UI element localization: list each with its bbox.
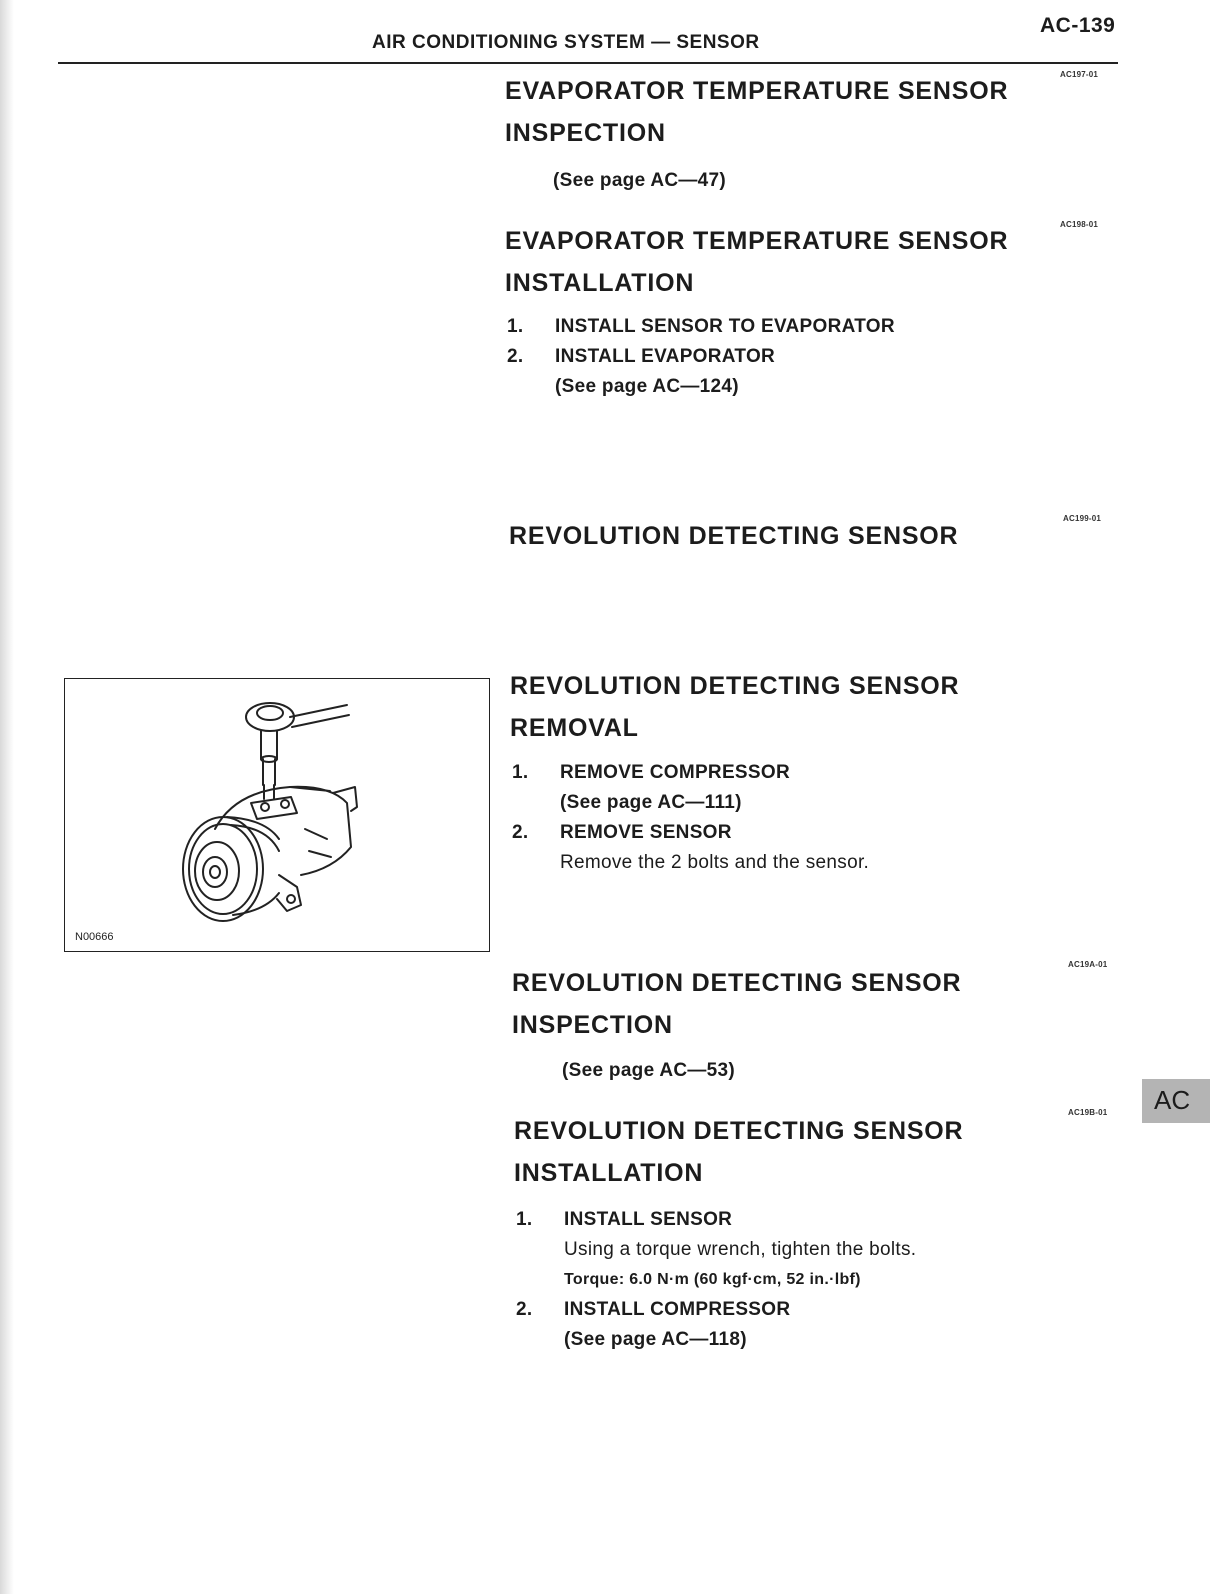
step-item	[516, 1295, 790, 1355]
heading-line: INSTALLATION	[505, 269, 695, 297]
heading-line: INSTALLATION	[514, 1159, 704, 1187]
step-text: REMOVE SENSOR	[560, 822, 732, 843]
heading-line: INSPECTION	[505, 119, 666, 147]
page-number: AC-139	[1040, 14, 1116, 37]
heading-line: INSPECTION	[512, 1011, 673, 1039]
step-item	[516, 1205, 916, 1295]
section-heading	[512, 962, 961, 1046]
figure-label: N00666	[75, 931, 114, 943]
heading-line: REVOLUTION DETECTING SENSOR	[512, 969, 962, 997]
step-text: INSTALL EVAPORATOR	[555, 346, 776, 367]
section-heading	[509, 515, 958, 557]
compressor-figure	[64, 678, 490, 952]
step-number: 1.	[516, 1209, 533, 1230]
heading-line: EVAPORATOR TEMPERATURE SENSOR	[505, 77, 1009, 105]
heading-line: EVAPORATOR TEMPERATURE SENSOR	[505, 227, 1009, 255]
step-text: INSTALL SENSOR TO EVAPORATOR	[555, 316, 895, 337]
section-code: AC19A-01	[1068, 960, 1108, 969]
step-number: 2.	[512, 822, 529, 843]
section-heading	[514, 1110, 963, 1194]
step-number: 2.	[516, 1299, 533, 1320]
thumb-tab-label: AC	[1154, 1085, 1191, 1115]
page-edge-shadow	[0, 0, 14, 1594]
section-code: AC199-01	[1063, 514, 1102, 523]
step-text: REMOVE COMPRESSOR	[560, 762, 790, 783]
compressor-with-torque-wrench-icon	[65, 679, 489, 951]
header-rule	[58, 62, 1118, 64]
torque-spec: Torque: 6.0 N·m (60 kgf·cm, 52 in.·lbf)	[564, 1271, 861, 1288]
heading-line: REMOVAL	[510, 714, 639, 742]
step-detail: (See page AC—118)	[564, 1329, 747, 1350]
step-item	[507, 342, 775, 402]
step-detail: Remove the 2 bolts and the sensor.	[560, 852, 870, 873]
step-detail: Using a torque wrench, tighten the bolts.	[564, 1239, 917, 1260]
step-text: INSTALL COMPRESSOR	[564, 1299, 791, 1320]
step-number: 1.	[512, 762, 529, 783]
heading-line: REVOLUTION DETECTING SENSOR	[510, 672, 960, 700]
section-heading	[505, 70, 1008, 154]
section-code: AC19B-01	[1068, 1108, 1108, 1117]
section-heading	[510, 665, 959, 749]
step-detail: (See page AC—111)	[560, 792, 742, 813]
section-heading	[505, 220, 1008, 304]
step-number: 1.	[507, 316, 524, 337]
heading-line: REVOLUTION DETECTING SENSOR	[509, 522, 959, 550]
step-item	[512, 758, 790, 818]
section-thumb-tab	[1142, 1079, 1210, 1123]
section-code: AC197-01	[1060, 70, 1099, 79]
step-number: 2.	[507, 346, 524, 367]
running-header-title: AIR CONDITIONING SYSTEM — SENSOR	[372, 32, 760, 53]
section-code: AC198-01	[1060, 220, 1099, 229]
heading-line: REVOLUTION DETECTING SENSOR	[514, 1117, 964, 1145]
page-reference: (See page AC—47)	[553, 170, 727, 191]
step-item	[512, 818, 869, 878]
step-item	[507, 312, 895, 342]
step-text: INSTALL SENSOR	[564, 1209, 733, 1230]
page-reference: (See page AC—53)	[562, 1060, 736, 1081]
step-detail: (See page AC—124)	[555, 376, 739, 397]
